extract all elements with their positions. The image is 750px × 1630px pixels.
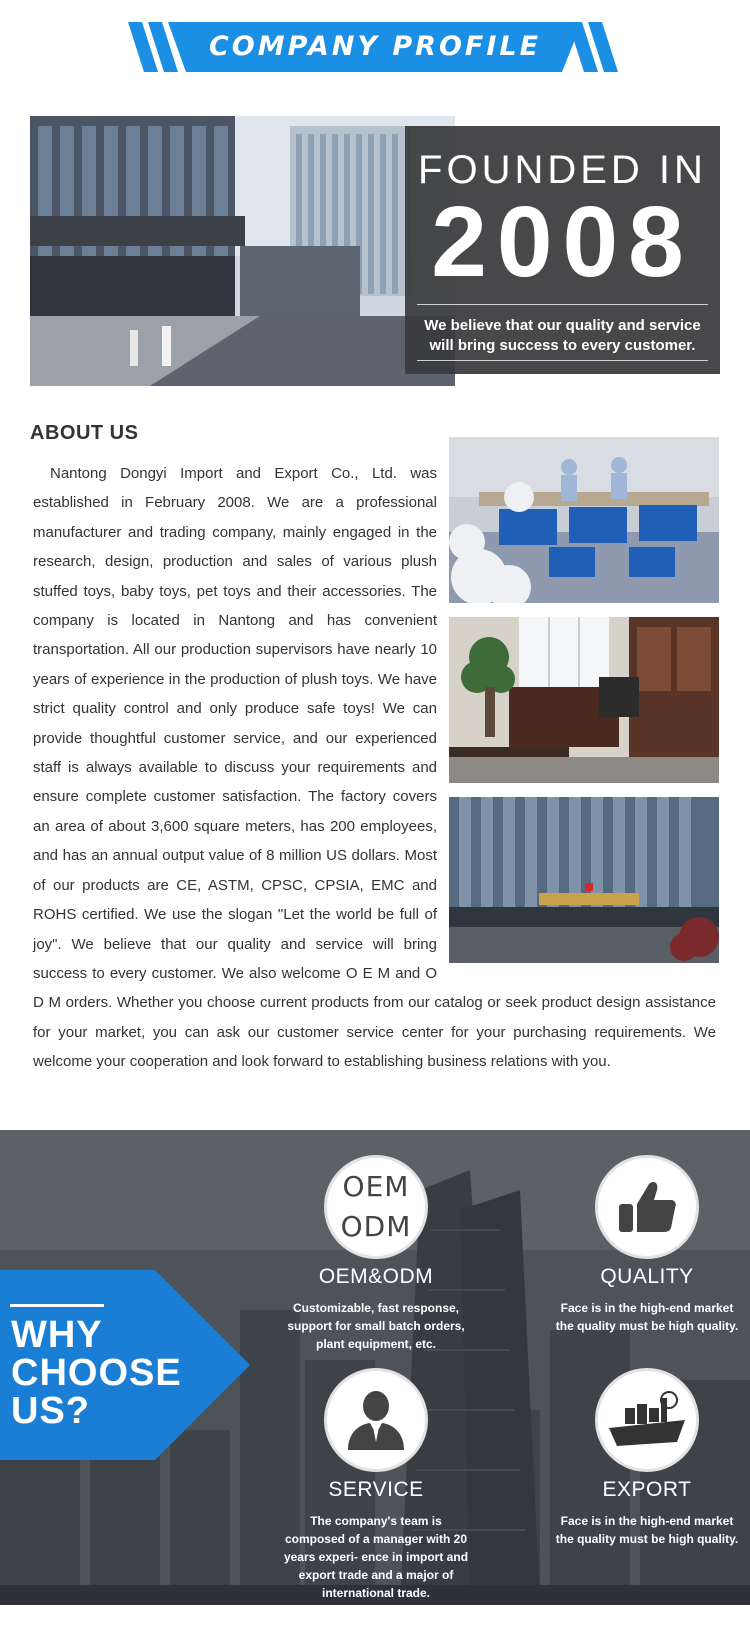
person-icon [324,1368,428,1472]
founded-year: 2008 [431,186,694,298]
page-title: COMPANY PROFILE [208,31,542,62]
feature-description: The company's team is composed of a manager with 20 years experi- ence in import and export trade and a major of international trade. [283,1514,469,1600]
feature-title: OEM&ODM [318,1265,434,1288]
ship-icon [595,1368,699,1472]
about-us-body: Nantong Dongyi Import and Export Co., Ltd. was established in February 2008. We are a professional manufacturer and trading company, mainly engaged in the research, design, production and sales of various plush stuffed toys, baby toys, pet toys and their accessories. The company is located in Nantong and has convenient transportation. All our production supervisors have nearly 10 years of experience in the production of plush toys. We have strict quality control and only produce safe toys! We can provide thoughtful customer service, and our experienced staff is always available to discuss your requirements and ensure complete customer satisfaction. The factory covers an area of about 3,600 square meters, has 200 employees, and has an annual output value of 8 million US dollars. Most of our products are CE, ASTM, CPSC, CPSIA, EMC and ROHS certified. We use the slogan "Let the world be full of joy". We believe that our quality and service will bring success to every customer. We also welcome O E M and O D M orders. Whether you choose current products from our catalog or seek product design assistance for your market, you can ask our customer service center for your purchasing requirements. We welcome your cooperation and look forward to establishing business relations with you. [33,465,716,1071]
office-interior-photo [449,617,719,783]
heading-line: WHY [11,1314,103,1356]
why-choose-us-tag [0,1270,250,1460]
hero-slogan: We believe that our quality and service will bring success to every customer. [424,317,701,354]
why-choose-us-heading [11,1316,182,1430]
divider [417,304,708,305]
founded-info-box [405,126,720,374]
icon-text: OEM [342,1170,410,1203]
oem-odm-icon [324,1155,428,1259]
icon-text: ODM [340,1210,412,1243]
founded-label: FOUNDED IN [418,148,707,192]
feature-description: Customizable, fast response, support for small batch orders, plant equipment, etc. [287,1301,465,1351]
thumbs-up-icon [595,1155,699,1259]
office-building-photo [30,116,455,386]
company-profile-banner [128,20,622,74]
heading-line: US? [11,1390,90,1432]
feature-description: Face is in the high-end market the quality must be high quality. [555,1514,739,1546]
divider [417,360,708,361]
feature-title: QUALITY [600,1265,694,1288]
feature-title: EXPORT [602,1478,692,1501]
feature-oem-odm [281,1155,471,1353]
headquarters-building-photo [449,797,719,963]
feature-title: SERVICE [328,1478,424,1501]
factory-workshop-photo [449,437,719,603]
feature-quality [552,1155,742,1335]
heading-line: CHOOSE [11,1352,182,1394]
about-us-heading: ABOUT US [30,422,139,444]
why-choose-us-section [0,1130,750,1605]
feature-description: Face is in the high-end market the quality must be high quality. [555,1301,739,1333]
feature-service [281,1368,471,1602]
tag-line [10,1304,104,1307]
hero-section [30,116,720,386]
feature-export [552,1368,742,1548]
